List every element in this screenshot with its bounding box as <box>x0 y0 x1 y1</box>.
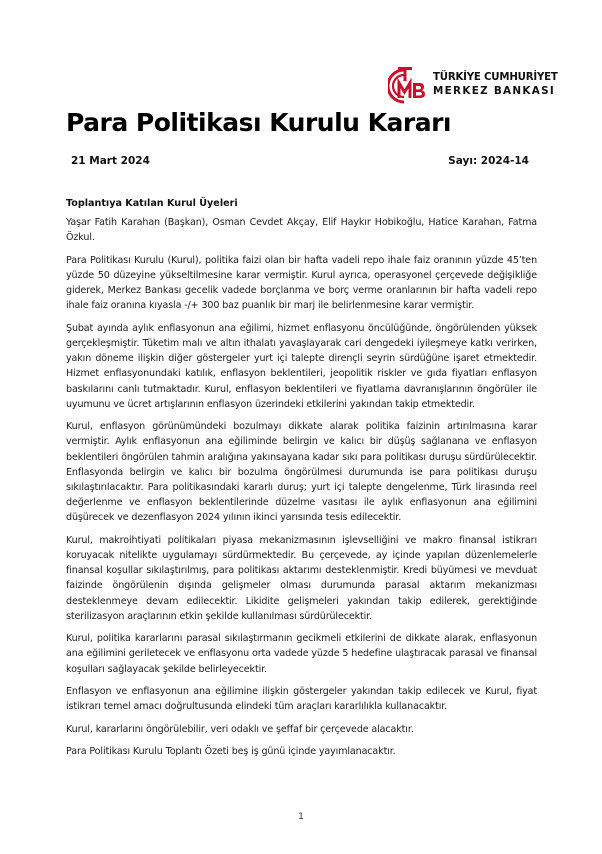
logo-line-2: MERKEZ BANKASI <box>433 85 556 98</box>
tcmb-emblem-icon <box>388 64 430 106</box>
paragraph: Kurul, politika kararlarını parasal sıkılaştırmanın gecikmeli etkilerini de dikkate alarak, enflasyonun ana eğilimini geriletecek ve enflasyonu orta vadede yüzde 5 hedefine ulaştıracak parasal ve finansal koşulları sağlayacak şekilde belirleyecektir. <box>66 633 537 675</box>
paragraph: Kurul, enflasyon görünümündeki bozulmayı dikkate alarak politika faizinin artırılmasına karar vermiştir. Aylık enflasyonun ana eğiliminde belirgin ve kalıcı bir düşüş sağlanana ve enflasyon beklentileri öngörülen tahmin aralığına yakınsayana kadar sıkı para politikası duruşu sürdürülecektir. Enflasyonda belirgin ve kalıcı bir bozulma öngörülmesi durumunda ise para politikası duruşu sıkılaştırılacaktır. Para politikasındaki kararlı duruş; yurt içi talepte dengelenme, Türk lirasında reel değerlenme ve enflasyon beklentilerinde düzelme vasıtası ile aylık enflasyonun ana eğilimini düşürecek ve dezenflasyon 2024 yılının ikinci yarısında tesis edilecektir. <box>66 421 537 524</box>
document-body <box>66 196 537 766</box>
members-list: Yaşar Fatih Karahan (Başkan), Osman Cevdet Akçay, Elif Haykır Hobikoğlu, Hatice Karahan, Fatma Özkul. <box>66 217 537 244</box>
paragraph: Şubat ayında aylık enflasyonun ana eğilimi, hizmet enflasyonu öncülüğünde, öngörülenden yüksek gerçekleşmiştir. Tüketim malı ve altın ithalatı yavaşlayarak cari dengedeki iyileşmeye katkı verirken, yakın döneme ilişkin diğer göstergeler yurt içi talepte dirençli seyrin sürdüğüne işaret etmektedir. Hizmet enflasyonundaki katılık, enflasyon beklentileri, jeopolitik riskler ve gıda fiyatları enflasyon baskılarını canlı tutmaktadır. Kurul, enflasyon beklentileri ve fiyatlama davranışlarının öngörüler ile uyumunu ve ücret artışlarının enflasyon üzerindeki etkilerini yakından takip etmektedir. <box>66 322 537 410</box>
document-title: Para Politikası Kurulu Kararı <box>66 108 451 137</box>
members-heading: Toplantıya Katılan Kurul Üyeleri <box>66 198 238 209</box>
logo-line-1: TÜRKİYE CUMHURİYET <box>433 72 558 84</box>
document-date: 21 Mart 2024 <box>71 155 150 167</box>
tcmb-logo <box>388 64 558 106</box>
page-number: 1 <box>298 812 304 822</box>
paragraph: Kurul, makroihtiyati politikaları piyasa mekanizmasının işlevselliğini ve makro finansal istikrarı koruyacak nitelikte uygulamayı sürdürmektedir. Bu çerçevede, ay içinde yapılan düzenlemelerle finansal koşullar sıkılaştırılmış, para politikası aktarımı desteklenmiştir. Kredi büyümesi ve mevduat faizinde öngörülenin dışında gelişmeler olması durumunda parasal aktarım mekanizması desteklenmeye devam edilecektir. Likidite gelişmeleri yakından takip edilerek, gerektiğinde sterilizasyon araçlarının etkin şekilde kullanılması sürdürülecektir. <box>66 534 537 622</box>
issue-number: Sayı: 2024-14 <box>448 155 529 167</box>
paragraph: Kurul, kararlarını öngörülebilir, veri odaklı ve şeffaf bir çerçevede alacaktır. <box>66 723 414 735</box>
paragraph: Para Politikası Kurulu (Kurul), politika faizi olan bir hafta vadeli repo ihale faiz oranının yüzde 45’ten yüzde 50 düzeyine yükseltilmesine karar vermiştir. Kurul ayrıca, operasyonel çerçevede değişikliğe giderek, Merkez Bankası gecelik vadede borçlanma ve borç verme oranlarının bir hafta vadeli repo ihale faiz oranına kıyasla -/+ 300 baz puanlık bir marj ile belirlenmesine karar vermiştir. <box>66 254 537 312</box>
paragraph: Enflasyon ve enflasyonun ana eğilimine ilişkin göstergeler yakından takip edilecek ve Kurul, fiyat istikrarı temel amacı doğrultusunda elindeki tüm araçları kararlılıkla kullanacaktır. <box>66 686 537 713</box>
paragraph: Para Politikası Kurulu Toplantı Özeti beş iş günü içinde yayımlanacaktır. <box>66 746 396 757</box>
